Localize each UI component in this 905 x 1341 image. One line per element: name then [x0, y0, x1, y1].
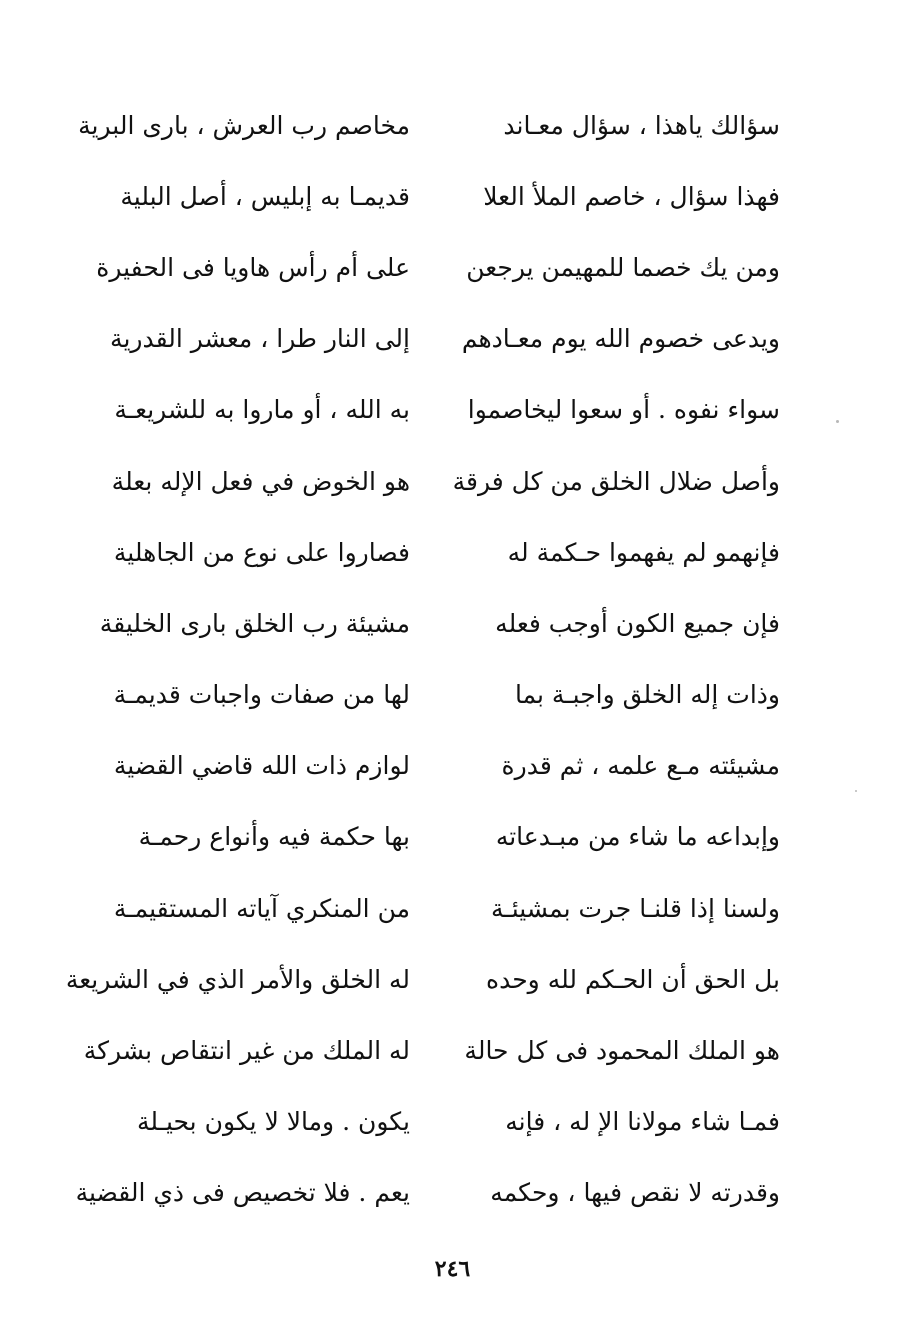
second-hemistich: به الله ، أو ماروا به للشريعـة — [114, 395, 410, 425]
poem-body — [65, 90, 780, 1229]
first-hemistich: ويدعى خصوم الله يوم معـادهم — [461, 324, 780, 354]
first-hemistich: فإنهمو لم يفهموا حـكمة له — [507, 537, 780, 567]
second-hemistich: مخاصم رب العرش ، بارى البرية — [78, 110, 410, 140]
verse-line — [110, 802, 780, 873]
page-number: ٢٤٦ — [434, 1256, 471, 1282]
second-hemistich: لها من صفات واجبات قديمـة — [113, 680, 410, 710]
verse-line — [110, 304, 780, 375]
first-hemistich: سواء نفوه . أو سعوا ليخاصموا — [467, 395, 780, 425]
first-hemistich: بل الحق أن الحـكم لله وحده — [486, 964, 780, 994]
first-hemistich: سؤالك ياهذا ، سؤال معـاند — [503, 110, 780, 140]
first-hemistich: وإبداعه ما شاء من مبـدعاته — [495, 822, 780, 852]
second-hemistich: بها حكمة فيه وأنواع رحمـة — [138, 822, 410, 852]
second-hemistich: إلى النار طرا ، معشر القدرية — [110, 324, 410, 354]
first-hemistich: ولسنا إذا قلنـا جرت بمشيئـة — [491, 893, 780, 923]
second-hemistich: قديمـا به إبليس ، أصل البلية — [120, 181, 410, 211]
verse-line — [110, 446, 780, 517]
verse-line — [99, 588, 780, 659]
second-hemistich: من المنكري آياته المستقيمـة — [113, 893, 410, 923]
verse-line — [75, 1158, 780, 1229]
second-hemistich: على أم رأس هاويا فى الحفيرة — [96, 252, 410, 282]
first-hemistich: وقدرته لا نقص فيها ، وحكمه — [490, 1178, 780, 1208]
verse-line — [110, 1087, 780, 1158]
first-hemistich: وأصل ضلال الخلق من كل فرقة — [452, 466, 780, 496]
first-hemistich: ومن يك خصما للمهيمن يرجعن — [466, 252, 780, 282]
scan-speck — [836, 420, 839, 423]
first-hemistich: فهذا سؤال ، خاصم الملأ العلا — [483, 181, 780, 211]
verse-line — [110, 517, 780, 588]
first-hemistich: وذات إله الخلق واجبـة بما — [514, 680, 780, 710]
verse-line — [110, 375, 780, 446]
verse-line — [96, 232, 780, 303]
verse-line — [110, 660, 780, 731]
second-hemistich: فصاروا على نوع من الجاهلية — [113, 537, 410, 567]
second-hemistich: مشيئة رب الخلق بارى الخليقة — [99, 608, 410, 638]
verse-line — [110, 161, 780, 232]
second-hemistich: لوازم ذات الله قاضي القضية — [113, 751, 410, 781]
scan-speck — [855, 790, 857, 792]
second-hemistich: يكون . ومالا لا يكون بحيـلة — [137, 1107, 410, 1137]
verse-line — [78, 90, 780, 161]
second-hemistich: له الملك من غير انتقاص بشركة — [83, 1036, 410, 1066]
first-hemistich: هو الملك المحمود فى كل حالة — [464, 1036, 780, 1066]
second-hemistich: يعم . فلا تخصيص فى ذي القضية — [75, 1178, 410, 1208]
verse-line — [110, 873, 780, 944]
verse-line — [65, 944, 780, 1015]
verse-line — [83, 1015, 780, 1086]
first-hemistich: فإن جميع الكون أوجب فعله — [495, 608, 780, 638]
verse-line — [110, 731, 780, 802]
second-hemistich: هو الخوض في فعل الإله بعلة — [111, 466, 410, 496]
first-hemistich: فمـا شاء مولانا الإ له ، فإنه — [505, 1107, 780, 1137]
first-hemistich: مشيئته مـع علمه ، ثم قدرة — [501, 751, 780, 781]
second-hemistich: له الخلق والأمر الذي في الشريعة — [65, 964, 410, 994]
